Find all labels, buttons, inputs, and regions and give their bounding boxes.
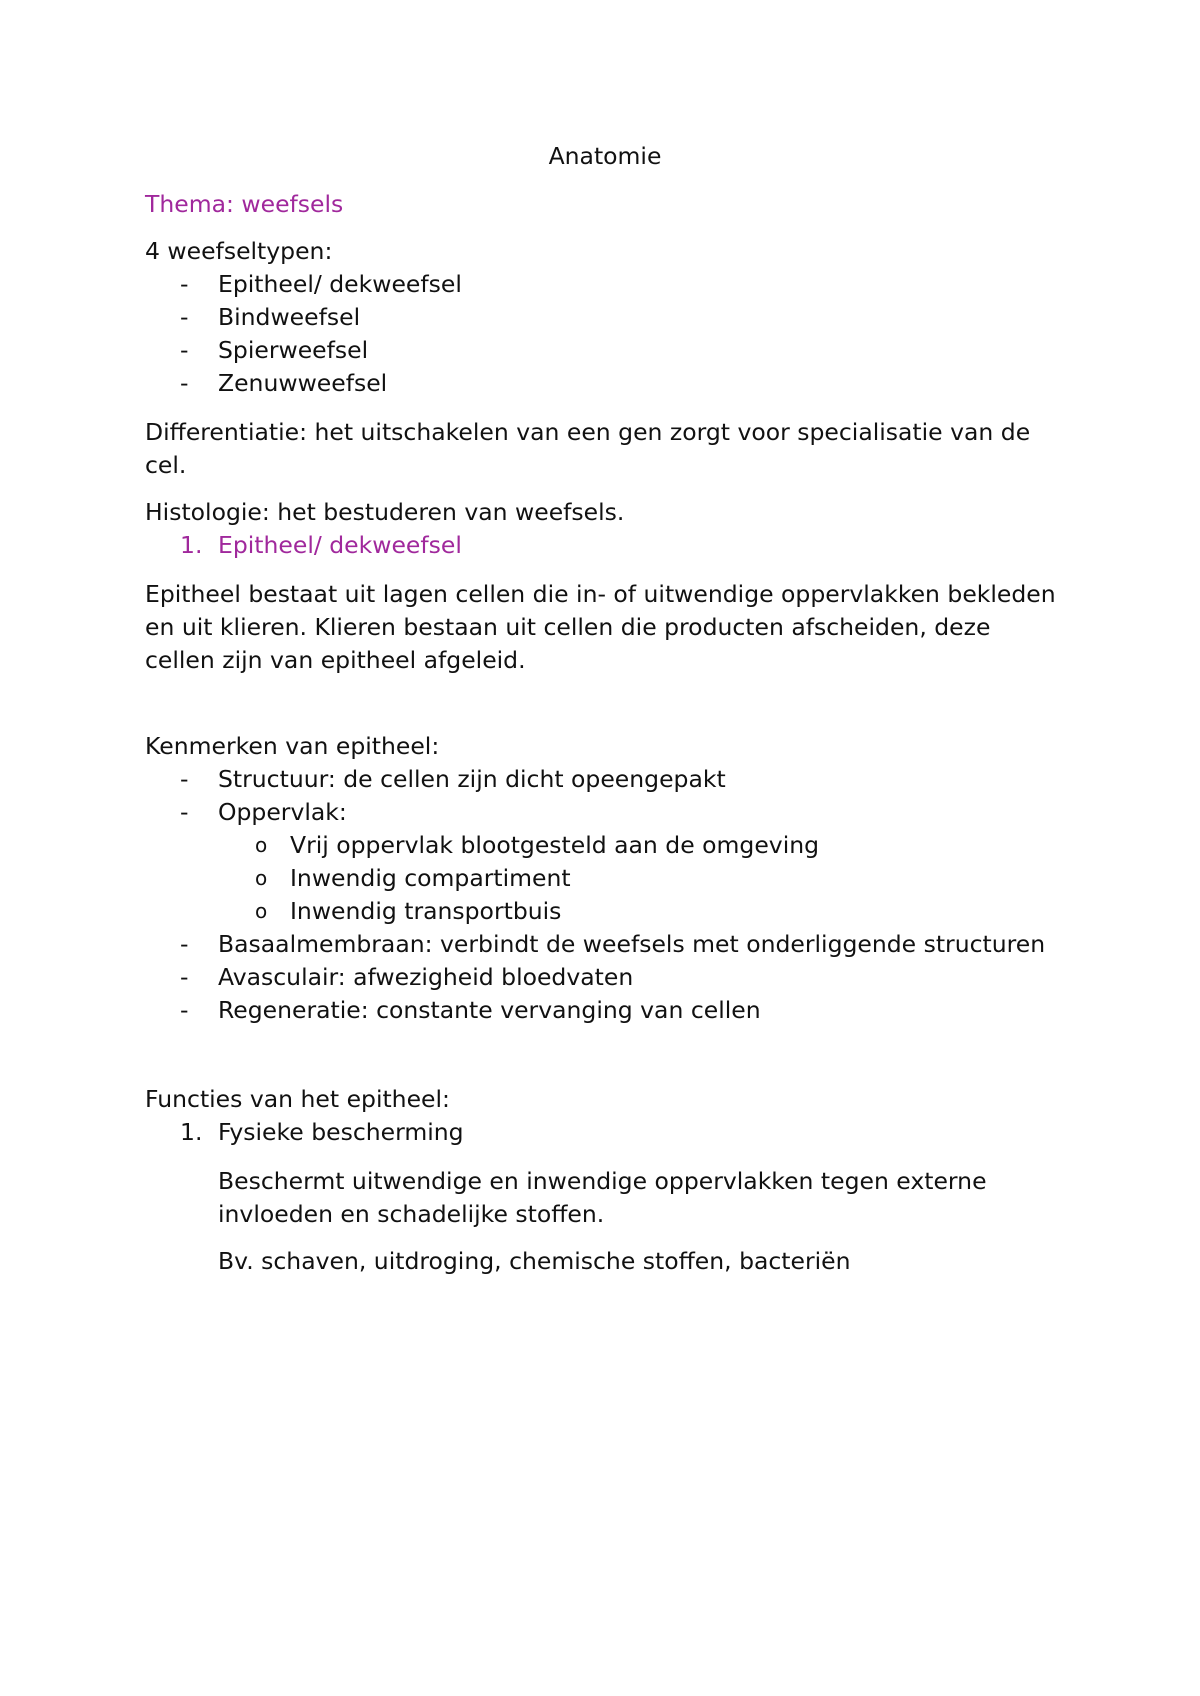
circle-bullet: o: [255, 866, 268, 890]
list-item: [145, 334, 1065, 367]
document-title: Anatomie: [548, 142, 662, 170]
characteristics-heading: Kenmerken van epitheel:: [145, 732, 440, 760]
list-item: [145, 1116, 1065, 1149]
list-item-text: Bindweefsel: [218, 303, 361, 331]
sub-list-item-text: Vrij oppervlak blootgesteld aan de omgeving: [290, 831, 820, 859]
tissue-types-list: [145, 268, 1065, 400]
dash-bullet: -: [180, 930, 189, 958]
list-item: [145, 796, 1065, 829]
list-item-text: Zenuwweefsel: [218, 369, 388, 397]
function-details: [145, 1165, 1065, 1278]
surface-sublist: [145, 829, 1065, 928]
function-title: Fysieke bescherming: [218, 1118, 464, 1146]
document-page: [145, 140, 1065, 1278]
list-item-text: Avasculair: afwezigheid bloedvaten: [218, 963, 634, 991]
list-item: [145, 301, 1065, 334]
list-item-text: Basaalmembraan: verbindt de weefsels met onderliggende structuren: [218, 930, 1046, 958]
list-item: [145, 994, 1065, 1027]
sub-list-item-text: Inwendig transportbuis: [290, 897, 562, 925]
function-description: Beschermt uitwendige en inwendige oppervlakken tegen externe invloeden en schadelijke stoffen.: [218, 1167, 987, 1228]
sub-list-item: [145, 829, 1065, 862]
dash-bullet: -: [180, 798, 189, 826]
section1-heading-list: [145, 529, 1065, 562]
list-item: [145, 367, 1065, 400]
sub-list-item-text: Inwendig compartiment: [290, 864, 571, 892]
dash-bullet: -: [180, 270, 189, 298]
theme-heading: Thema: weefsels: [145, 190, 344, 218]
dash-bullet: -: [180, 963, 189, 991]
circle-bullet: o: [255, 899, 268, 923]
sub-list-item: [145, 862, 1065, 895]
list-item: [145, 268, 1065, 301]
sub-list-item: [145, 895, 1065, 928]
dash-bullet: -: [180, 765, 189, 793]
list-item-text: Structuur: de cellen zijn dicht opeengepakt: [218, 765, 726, 793]
list-item-text: Regeneratie: constante vervanging van cellen: [218, 996, 761, 1024]
characteristics-list-continued: [145, 928, 1065, 1027]
list-item: [145, 961, 1065, 994]
histology-paragraph: Histologie: het bestuderen van weefsels.: [145, 498, 625, 526]
characteristics-list: [145, 763, 1065, 829]
list-item: [145, 763, 1065, 796]
function-example: Bv. schaven, uitdroging, chemische stoffen, bacteriën: [218, 1247, 851, 1275]
list-item-text: Oppervlak:: [218, 798, 347, 826]
section-heading-text: Epitheel/ dekweefsel: [218, 531, 462, 559]
section-number: 1.: [180, 531, 203, 559]
functions-heading: Functies van het epitheel:: [145, 1085, 450, 1113]
function-number: 1.: [180, 1118, 203, 1146]
functions-list: [145, 1116, 1065, 1149]
list-item-text: Spierweefsel: [218, 336, 369, 364]
list-item: [145, 928, 1065, 961]
epithelium-intro: Epitheel bestaat uit lagen cellen die in- of uitwendige oppervlakken bekleden en uit klieren. Klieren bestaan uit cellen die producten afscheiden, deze cellen zijn van epitheel afgeleid.: [145, 580, 1056, 674]
dash-bullet: -: [180, 336, 189, 364]
dash-bullet: -: [180, 369, 189, 397]
list-item-text: Epitheel/ dekweefsel: [218, 270, 462, 298]
section-heading: [145, 529, 1065, 562]
differentiation-paragraph: Differentiatie: het uitschakelen van een gen zorgt voor specialisatie van de cel.: [145, 418, 1031, 479]
circle-bullet: o: [255, 833, 268, 857]
dash-bullet: -: [180, 996, 189, 1024]
dash-bullet: -: [180, 303, 189, 331]
tissue-types-intro: 4 weefseltypen:: [145, 237, 333, 265]
